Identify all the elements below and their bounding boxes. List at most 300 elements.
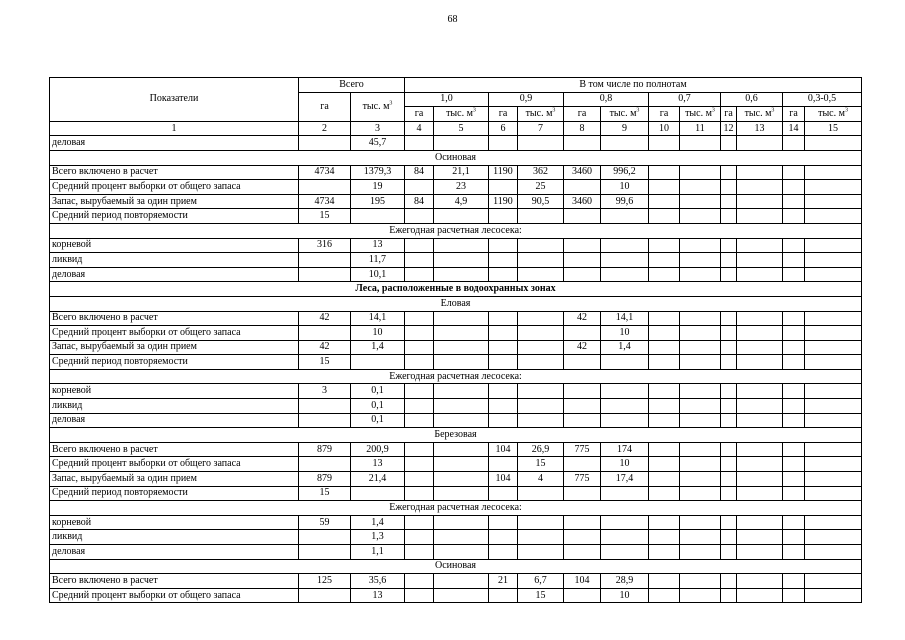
column-number: 11 — [680, 121, 721, 136]
table-cell — [434, 588, 489, 603]
table-cell: 195 — [351, 194, 405, 209]
table-cell — [805, 267, 862, 282]
row-label: Всего включено в расчет — [50, 574, 299, 589]
section-title: Ежегодная расчетная лесосека: — [50, 223, 862, 238]
table-cell — [405, 136, 434, 151]
table-cell: 13 — [351, 457, 405, 472]
table-cell — [405, 355, 434, 370]
table-cell — [601, 209, 649, 224]
row-label: Средний период повторяемости — [50, 486, 299, 501]
table-cell — [601, 399, 649, 414]
table-cell — [434, 413, 489, 428]
table-row — [50, 355, 862, 370]
table-cell: 1,4 — [601, 340, 649, 355]
table-cell — [737, 588, 783, 603]
header-unit-ga: га — [649, 107, 680, 122]
table-cell — [737, 267, 783, 282]
header-unit-ga: га — [783, 107, 805, 122]
table-cell: 11,7 — [351, 253, 405, 268]
table-cell — [405, 545, 434, 560]
table-cell — [680, 413, 721, 428]
table-cell — [737, 545, 783, 560]
table-cell — [721, 384, 737, 399]
table-cell — [564, 238, 601, 253]
table-row — [50, 311, 862, 326]
table-cell — [564, 515, 601, 530]
table-cell — [649, 311, 680, 326]
table-cell: 4734 — [299, 194, 351, 209]
table-cell — [564, 136, 601, 151]
header-unit-volume: тыс. $м^3$ — [680, 107, 721, 122]
table-cell: 200,9 — [351, 442, 405, 457]
table-cell — [737, 515, 783, 530]
table-cell — [518, 311, 564, 326]
table-cell — [737, 413, 783, 428]
table-cell — [783, 457, 805, 472]
table-cell — [805, 165, 862, 180]
table-cell: 1,1 — [351, 545, 405, 560]
table-cell — [805, 209, 862, 224]
table-row — [50, 399, 862, 414]
table-cell — [783, 355, 805, 370]
header-unit-ga: га — [489, 107, 518, 122]
table-row — [50, 486, 862, 501]
table-row — [50, 530, 862, 545]
table-cell — [405, 311, 434, 326]
table-cell — [721, 340, 737, 355]
table-cell — [299, 267, 351, 282]
table-cell: 84 — [405, 194, 434, 209]
table-row — [50, 472, 862, 487]
table-cell — [299, 326, 351, 341]
table-row — [50, 413, 862, 428]
section-title: Еловая — [50, 296, 862, 311]
section-row — [50, 559, 862, 574]
table-cell: 19 — [351, 180, 405, 195]
table-cell — [783, 399, 805, 414]
table-cell: 14,1 — [601, 311, 649, 326]
section-row — [50, 282, 862, 297]
header-unit-volume: тыс. $м^3$ — [805, 107, 862, 122]
table-cell — [737, 457, 783, 472]
table-cell — [721, 486, 737, 501]
section-row — [50, 501, 862, 516]
table-cell: 775 — [564, 442, 601, 457]
table-cell — [434, 515, 489, 530]
column-number: 8 — [564, 121, 601, 136]
column-number: 4 — [405, 121, 434, 136]
table-cell — [721, 136, 737, 151]
table-cell — [405, 384, 434, 399]
table-cell — [518, 413, 564, 428]
table-cell — [783, 311, 805, 326]
table-cell — [721, 413, 737, 428]
table-cell — [649, 588, 680, 603]
table-cell: 15 — [518, 588, 564, 603]
table-cell — [649, 180, 680, 195]
table-cell — [405, 340, 434, 355]
section-row — [50, 150, 862, 165]
row-label: Всего включено в расчет — [50, 165, 299, 180]
table-cell — [783, 588, 805, 603]
row-label: корневой — [50, 238, 299, 253]
table-cell: 21,1 — [434, 165, 489, 180]
table-cell — [680, 311, 721, 326]
column-number: 1 — [50, 121, 299, 136]
section-title: Ежегодная расчетная лесосека: — [50, 501, 862, 516]
row-label: ликвид — [50, 253, 299, 268]
table-cell: 174 — [601, 442, 649, 457]
table-cell — [737, 209, 783, 224]
table-cell: 42 — [564, 311, 601, 326]
table-cell — [299, 253, 351, 268]
table-cell — [737, 340, 783, 355]
column-number: 2 — [299, 121, 351, 136]
table-cell: 1190 — [489, 194, 518, 209]
table-cell — [489, 530, 518, 545]
table-cell — [721, 442, 737, 457]
table-cell — [721, 326, 737, 341]
table-cell — [405, 588, 434, 603]
table-cell: 14,1 — [351, 311, 405, 326]
table-cell — [299, 588, 351, 603]
table-cell: 23 — [434, 180, 489, 195]
table-cell — [737, 384, 783, 399]
table-row — [50, 165, 862, 180]
table-cell — [783, 267, 805, 282]
table-cell: 104 — [564, 574, 601, 589]
table-cell: 99,6 — [601, 194, 649, 209]
header-unit-ga: га — [405, 107, 434, 122]
table-cell: 1,3 — [351, 530, 405, 545]
table-cell — [405, 326, 434, 341]
header-unit-ga: га — [564, 107, 601, 122]
table-cell — [518, 136, 564, 151]
section-title: Осиновая — [50, 150, 862, 165]
table-cell: 4,9 — [434, 194, 489, 209]
table-cell — [783, 209, 805, 224]
table-cell: 42 — [564, 340, 601, 355]
table-cell — [680, 588, 721, 603]
table-cell — [564, 209, 601, 224]
column-number: 7 — [518, 121, 564, 136]
table-cell — [805, 384, 862, 399]
table-cell — [737, 180, 783, 195]
row-label: Средний процент выборки от общего запаса — [50, 457, 299, 472]
table-cell — [299, 457, 351, 472]
column-number: 12 — [721, 121, 737, 136]
table-row — [50, 136, 862, 151]
table-cell — [601, 384, 649, 399]
table-cell — [737, 355, 783, 370]
table-cell — [434, 574, 489, 589]
table-cell: 28,9 — [601, 574, 649, 589]
table-cell: 17,4 — [601, 472, 649, 487]
table-cell — [721, 355, 737, 370]
table-row — [50, 253, 862, 268]
table-cell — [489, 588, 518, 603]
table-cell — [649, 384, 680, 399]
table-cell: 3460 — [564, 165, 601, 180]
table-cell — [299, 399, 351, 414]
table-cell: 15 — [299, 209, 351, 224]
table-cell — [649, 253, 680, 268]
table-cell — [680, 545, 721, 560]
table-cell — [564, 355, 601, 370]
table-cell — [601, 413, 649, 428]
column-number: 15 — [805, 121, 862, 136]
table-cell: 90,5 — [518, 194, 564, 209]
table-cell — [680, 442, 721, 457]
table-row — [50, 384, 862, 399]
table-header — [50, 78, 862, 136]
table-cell — [601, 136, 649, 151]
table-row — [50, 545, 862, 560]
table-cell — [805, 136, 862, 151]
row-label: Средний период повторяемости — [50, 209, 299, 224]
table-cell — [721, 472, 737, 487]
table-cell: 21 — [489, 574, 518, 589]
table-cell — [564, 326, 601, 341]
table-cell — [405, 442, 434, 457]
table-cell — [434, 442, 489, 457]
table-cell — [564, 545, 601, 560]
table-cell — [564, 486, 601, 501]
table-cell — [434, 326, 489, 341]
table-cell — [805, 180, 862, 195]
table-cell — [489, 545, 518, 560]
table-cell — [737, 165, 783, 180]
table-cell: 15 — [299, 355, 351, 370]
table-cell — [721, 311, 737, 326]
table-cell — [434, 457, 489, 472]
table-cell — [649, 413, 680, 428]
table-cell — [489, 515, 518, 530]
table-cell: 3460 — [564, 194, 601, 209]
table-cell: 879 — [299, 442, 351, 457]
table-cell — [805, 194, 862, 209]
table-cell — [564, 530, 601, 545]
table-cell — [737, 136, 783, 151]
table-cell: 10,1 — [351, 267, 405, 282]
table-cell — [405, 486, 434, 501]
table-cell: 775 — [564, 472, 601, 487]
table-cell — [721, 545, 737, 560]
table-cell — [783, 384, 805, 399]
table-cell — [299, 530, 351, 545]
table-cell — [434, 399, 489, 414]
table-row — [50, 194, 862, 209]
table-cell — [680, 209, 721, 224]
table-cell — [518, 515, 564, 530]
table-cell: 1,4 — [351, 340, 405, 355]
table-cell — [405, 515, 434, 530]
table-row — [50, 209, 862, 224]
table-cell — [434, 472, 489, 487]
table-cell — [649, 486, 680, 501]
table-cell — [649, 165, 680, 180]
row-label: деловая — [50, 413, 299, 428]
table-cell — [564, 253, 601, 268]
table-cell — [783, 238, 805, 253]
table-cell — [805, 311, 862, 326]
table-cell — [649, 457, 680, 472]
table-cell — [649, 355, 680, 370]
table-cell — [805, 253, 862, 268]
table-cell — [518, 340, 564, 355]
table-cell — [564, 399, 601, 414]
table-cell — [805, 530, 862, 545]
header-by-density: В том числе по полнотам — [405, 78, 862, 93]
table-row — [50, 574, 862, 589]
table-cell — [564, 267, 601, 282]
header-density: 1,0 — [405, 92, 489, 107]
table-cell — [434, 253, 489, 268]
header-unit-ga: га — [721, 107, 737, 122]
table-cell — [805, 326, 862, 341]
table-cell — [489, 136, 518, 151]
table-cell — [680, 136, 721, 151]
table-cell — [680, 530, 721, 545]
table-cell — [564, 588, 601, 603]
header-density: 0,9 — [489, 92, 564, 107]
table-cell — [737, 574, 783, 589]
table-cell: 6,7 — [518, 574, 564, 589]
header-density: 0,7 — [649, 92, 721, 107]
table-cell — [405, 209, 434, 224]
table-cell — [737, 238, 783, 253]
table-cell — [564, 180, 601, 195]
table-cell: 10 — [601, 588, 649, 603]
table-cell — [434, 238, 489, 253]
table-cell — [721, 457, 737, 472]
table-cell — [805, 340, 862, 355]
table-cell — [489, 311, 518, 326]
table-cell — [805, 442, 862, 457]
row-label: Средний период повторяемости — [50, 355, 299, 370]
table-cell — [518, 399, 564, 414]
table-row — [50, 442, 862, 457]
table-cell — [721, 515, 737, 530]
table-cell — [783, 486, 805, 501]
row-label: деловая — [50, 267, 299, 282]
table-cell — [434, 340, 489, 355]
table-cell — [489, 486, 518, 501]
table-cell — [649, 574, 680, 589]
table-cell — [564, 384, 601, 399]
table-cell: 10 — [601, 326, 649, 341]
table-cell — [405, 574, 434, 589]
table-cell — [783, 515, 805, 530]
table-cell — [783, 545, 805, 560]
table-cell — [518, 486, 564, 501]
row-label: деловая — [50, 136, 299, 151]
table-cell — [649, 209, 680, 224]
table-cell — [564, 457, 601, 472]
table-cell — [783, 165, 805, 180]
table-cell: 84 — [405, 165, 434, 180]
row-label: Запас, вырубаемый за один прием — [50, 340, 299, 355]
table-cell — [805, 486, 862, 501]
column-number-row — [50, 121, 862, 136]
row-label: деловая — [50, 545, 299, 560]
table-cell — [721, 194, 737, 209]
table-cell: 879 — [299, 472, 351, 487]
table-row — [50, 340, 862, 355]
table-cell — [489, 340, 518, 355]
table-cell — [783, 472, 805, 487]
table-cell — [489, 457, 518, 472]
table-row — [50, 515, 862, 530]
forest-table — [49, 77, 862, 603]
table-cell — [680, 326, 721, 341]
header-indicators: Показатели — [50, 78, 299, 122]
header-density: 0,6 — [721, 92, 783, 107]
table-cell — [518, 253, 564, 268]
table-cell: 42 — [299, 340, 351, 355]
table-cell — [680, 457, 721, 472]
table-cell — [680, 384, 721, 399]
table-cell — [805, 588, 862, 603]
table-cell — [601, 486, 649, 501]
table-cell — [299, 180, 351, 195]
table-cell: 104 — [489, 442, 518, 457]
table-cell — [680, 253, 721, 268]
table-cell — [518, 384, 564, 399]
table-cell — [805, 413, 862, 428]
table-cell — [649, 472, 680, 487]
table-cell: 59 — [299, 515, 351, 530]
section-row — [50, 296, 862, 311]
table-cell — [721, 238, 737, 253]
table-cell: 25 — [518, 180, 564, 195]
table-cell: 10 — [601, 180, 649, 195]
table-cell — [805, 457, 862, 472]
header-total-volume: тыс. $м^3$ — [351, 92, 405, 121]
header-total-ga: га — [299, 92, 351, 121]
table-cell: 362 — [518, 165, 564, 180]
table-cell — [489, 267, 518, 282]
table-cell: 104 — [489, 472, 518, 487]
column-number: 6 — [489, 121, 518, 136]
section-title: Леса, расположенные в водоохранных зонах — [50, 282, 862, 297]
table-cell — [737, 472, 783, 487]
table-cell — [601, 238, 649, 253]
table-cell: 125 — [299, 574, 351, 589]
table-cell — [680, 340, 721, 355]
row-label: Запас, вырубаемый за один прием — [50, 472, 299, 487]
table-row — [50, 326, 862, 341]
row-label: Средний процент выборки от общего запаса — [50, 326, 299, 341]
table-cell — [351, 209, 405, 224]
table-cell — [783, 442, 805, 457]
table-cell — [680, 486, 721, 501]
table-cell — [680, 515, 721, 530]
table-cell — [405, 530, 434, 545]
table-cell — [489, 326, 518, 341]
table-cell: 10 — [601, 457, 649, 472]
header-total: Всего — [299, 78, 405, 93]
table-cell — [680, 267, 721, 282]
table-cell — [601, 253, 649, 268]
table-cell — [489, 180, 518, 195]
table-cell — [489, 253, 518, 268]
table-cell — [601, 267, 649, 282]
table-cell — [434, 486, 489, 501]
table-cell — [601, 530, 649, 545]
table-cell — [805, 574, 862, 589]
table-cell — [649, 136, 680, 151]
